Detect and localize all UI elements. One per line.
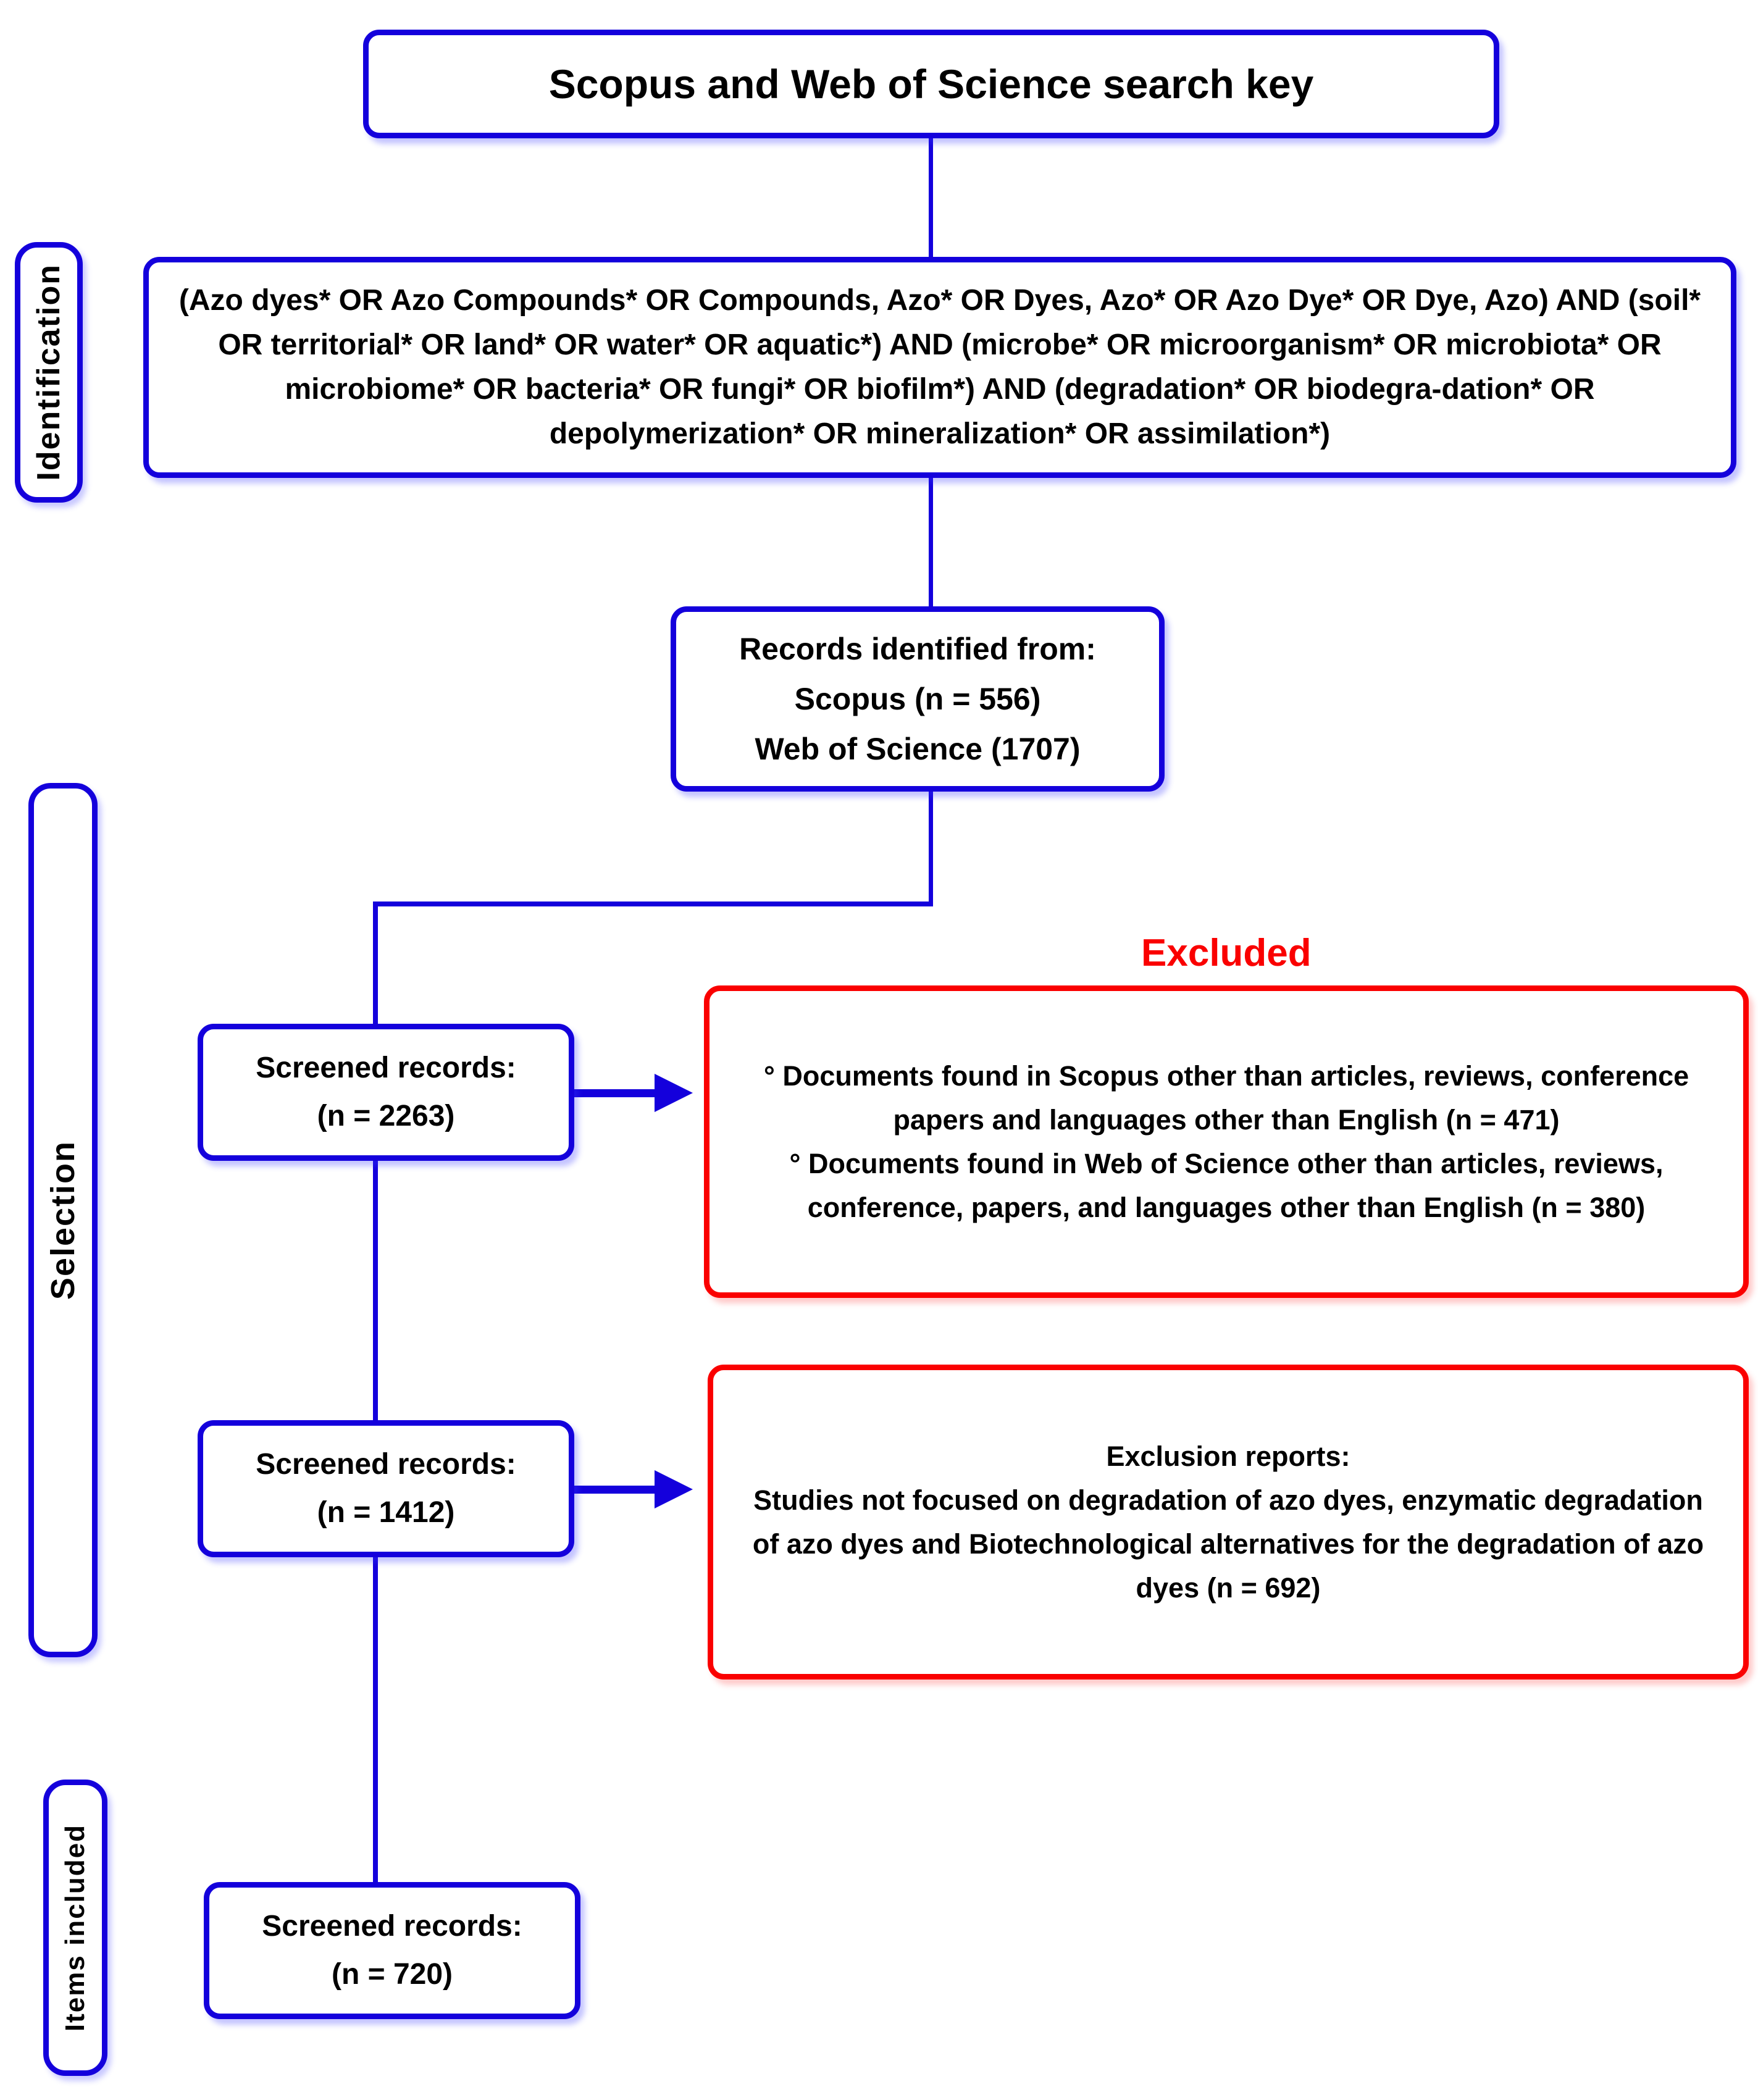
records-identified-wos: Web of Science (1707) — [755, 731, 1081, 766]
connector-records-down — [929, 790, 933, 905]
arrowhead-excluded1 — [655, 1074, 693, 1112]
screened-records-2-count: (n = 1412) — [317, 1496, 455, 1529]
records-identified-box — [671, 606, 1165, 792]
excluded-box-1 — [704, 985, 1749, 1298]
excluded-box-2-body: Studies not focused on degradation of azo dyes, enzymatic degradation of azo dyes and Biotechnological alternatives for the degradation of azo dyes (n = 692) — [752, 1484, 1704, 1604]
connector-query-to-records — [929, 475, 933, 609]
screened-records-3-count: (n = 720) — [331, 1958, 453, 1991]
phase-rail-selection — [28, 783, 98, 1657]
screened-records-3-label: Screened records: — [262, 1910, 522, 1943]
bullet-degree-icon-2: ° — [789, 1148, 801, 1179]
screened-records-1-label: Screened records: — [256, 1052, 516, 1085]
excluded-heading: Excluded — [1141, 932, 1312, 974]
screened-records-1-box — [198, 1024, 574, 1161]
search-key-title-text: Scopus and Web of Science search key — [548, 61, 1314, 107]
search-key-query-box — [143, 257, 1736, 478]
records-identified-scopus: Scopus (n = 556) — [794, 681, 1041, 716]
phase-label-selection: Selection — [44, 1140, 82, 1300]
connector-title-to-query — [929, 136, 933, 258]
connector-records-horizontal — [373, 901, 933, 906]
screened-records-2-box — [198, 1420, 574, 1557]
excluded-box-1-item-2 — [728, 1142, 1725, 1229]
search-key-title-box — [363, 30, 1499, 138]
screened-records-3-box — [204, 1882, 580, 2019]
records-identified-heading: Records identified from: — [739, 631, 1096, 666]
search-key-query-text: (Azo dyes* OR Azo Compounds* OR Compounds, Azo* OR Dyes, Azo* OR Azo Dye* OR Dye, Azo) AND (soil* OR territorial* OR land* OR water* OR aquatic*) AND (microbe* OR microorganism* OR microbiota* OR microbiome* OR bacteria* OR fungi* OR biofilm*) AND (degradation* OR biodegra-dation* OR depolymerization* OR mineralization* OR assimilation*) — [178, 284, 1701, 450]
phase-rail-items-included — [43, 1780, 107, 2076]
excluded-box-1-item-2-text: Documents found in Web of Science other than articles, reviews, conference, papers, and languages other than English (n = 380) — [807, 1148, 1664, 1224]
screened-records-1-count: (n = 2263) — [317, 1100, 455, 1132]
excluded-box-1-item-1 — [728, 1054, 1725, 1142]
phase-label-items-included: Items included — [60, 1823, 90, 2032]
phase-label-identification: Identification — [31, 264, 67, 481]
excluded-box-1-item-1-text: Documents found in Scopus other than articles, reviews, conference papers and languages other than English (n = 471) — [782, 1060, 1689, 1136]
screened-records-2-label: Screened records: — [256, 1448, 516, 1481]
excluded-box-2-heading: Exclusion reports: — [1106, 1440, 1350, 1472]
arrowhead-excluded2 — [655, 1470, 693, 1508]
bullet-degree-icon-1: ° — [763, 1060, 775, 1092]
phase-rail-identification — [15, 242, 83, 503]
excluded-box-2 — [708, 1365, 1749, 1680]
